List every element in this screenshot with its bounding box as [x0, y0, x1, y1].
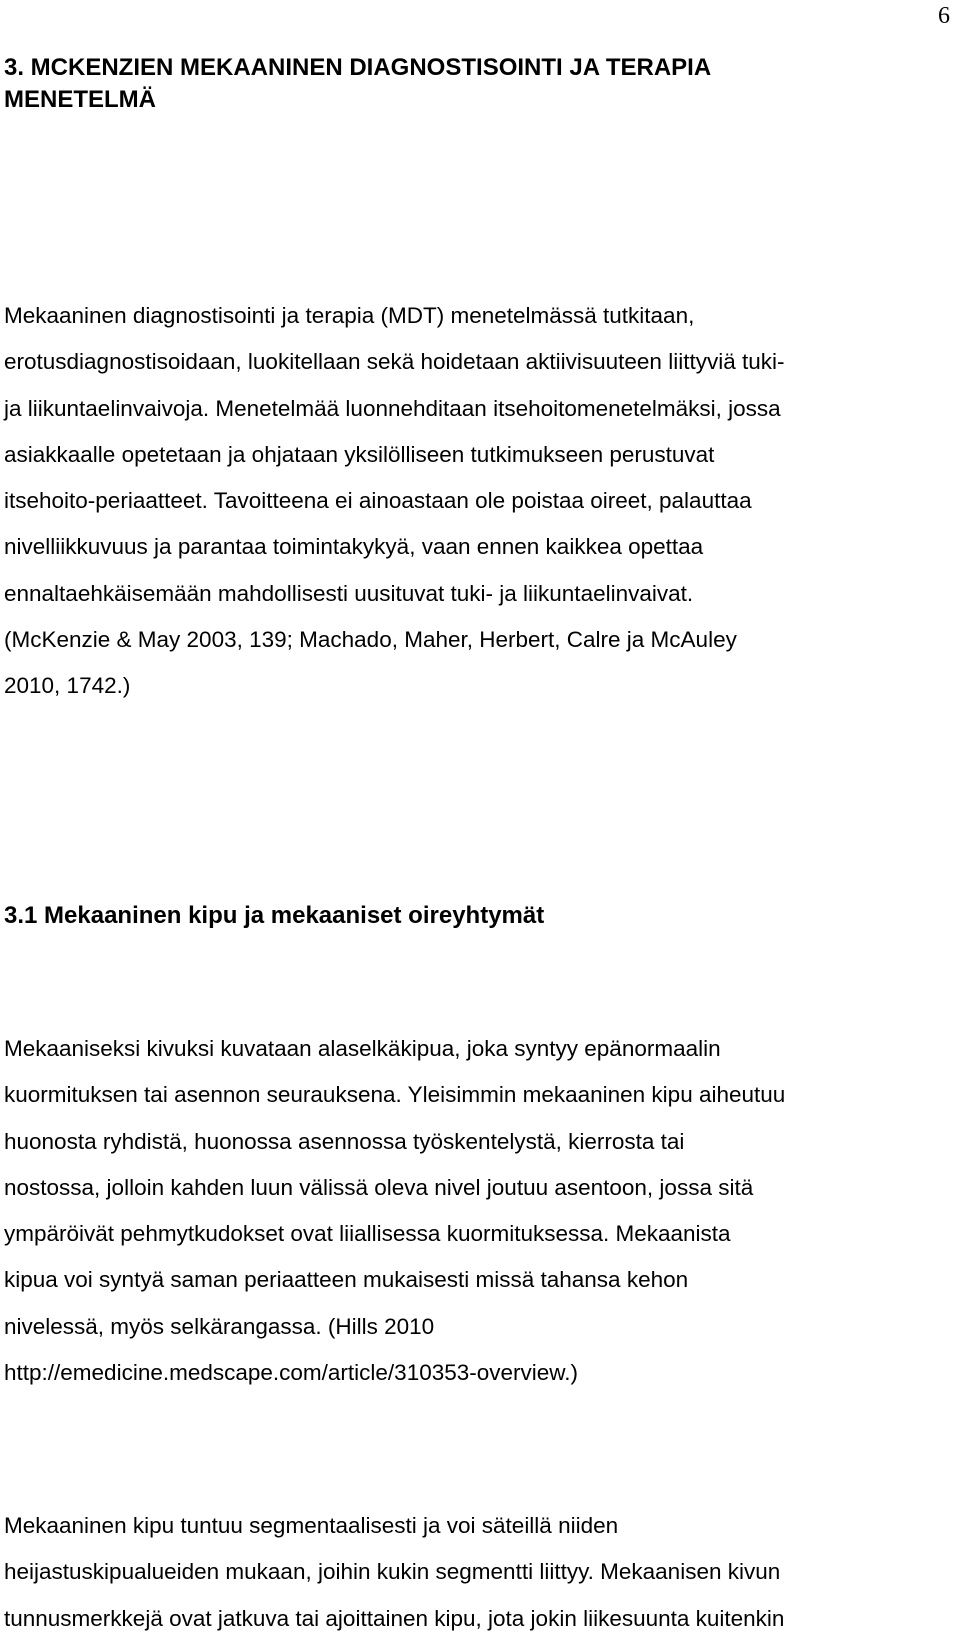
text-line: Mekaaninen diagnostisointi ja terapia (MDT) menetelmässä tutkitaan,	[4, 303, 695, 328]
paragraph-segmental-pain	[4, 1503, 784, 1642]
text-line: tunnusmerkkejä ovat jatkuva tai ajoittainen kipu, jota jokin liikesuunta kuitenkin	[4, 1605, 785, 1631]
text-line: nivelessä, myös selkärangassa. (Hills 2010	[4, 1313, 435, 1339]
text-line: itsehoito-periaatteet. Tavoitteena ei ainoastaan ole poistaa oireet, palauttaa	[4, 488, 752, 514]
text-line: kuormituksen tai asennon seurauksena. Yleisimmin mekaaninen kipu aiheutuu	[4, 1082, 786, 1108]
text-line: Mekaaninen kipu tuntuu segmentaalisesti ja voi säteillä niiden	[4, 1513, 619, 1538]
text-line: ympäröivät pehmytkudokset ovat liiallisessa kuormituksessa. Mekaanista	[4, 1221, 731, 1247]
text-line: 2010, 1742.)	[4, 673, 131, 699]
text-line: ennaltaehkäisemään mahdollisesti uusituvat tuki- ja liikuntaelinvaivat.	[4, 580, 694, 606]
text-line: heijastuskipualueiden mukaan, joihin kukin segmentti liittyy. Mekaanisen kivun	[4, 1559, 781, 1585]
paragraph-mechanical-pain	[4, 1026, 785, 1396]
paragraph-intro	[4, 293, 784, 710]
text-line: huonosta ryhdistä, huonossa asennossa työskentelystä, kierrosta tai	[4, 1128, 685, 1154]
text-line: Mekaaniseksi kivuksi kuvataan alaselkäkipua, joka syntyy epänormaalin	[4, 1036, 721, 1061]
chapter-title	[4, 52, 904, 116]
text-line: erotusdiagnostisoidaan, luokitellaan sekä hoidetaan aktiivisuuteen liittyviä tuki-	[4, 349, 785, 375]
chapter-title-line: 3. MCKENZIEN MEKAANINEN DIAGNOSTISOINTI JA TERAPIA	[4, 54, 712, 81]
text-line: http://emedicine.medscape.com/article/310353-overview.)	[4, 1360, 579, 1386]
text-line: ja liikuntaelinvaivoja. Menetelmää luonnehditaan itsehoitomenetelmäksi, jossa	[4, 395, 781, 421]
text-line: asiakkaalle opetetaan ja ohjataan yksilölliseen tutkimukseen perustuvat	[4, 441, 715, 467]
text-line: nivelliikkuvuus ja parantaa toimintakykyä, vaan ennen kaikkea opettaa	[4, 534, 704, 560]
text-line: (McKenzie & May 2003, 139; Machado, Maher, Herbert, Calre ja McAuley	[4, 627, 737, 653]
section-title: 3.1 Mekaaninen kipu ja mekaaniset oireyhtymät	[4, 902, 545, 929]
text-line: nostossa, jolloin kahden luun välissä oleva nivel joutuu asentoon, jossa sitä	[4, 1174, 754, 1200]
text-line: kipua voi syntyä saman periaatteen mukaisesti missä tahansa kehon	[4, 1267, 689, 1293]
page-number: 6	[938, 3, 950, 29]
chapter-title-line: MENETELMÄ	[4, 86, 156, 113]
